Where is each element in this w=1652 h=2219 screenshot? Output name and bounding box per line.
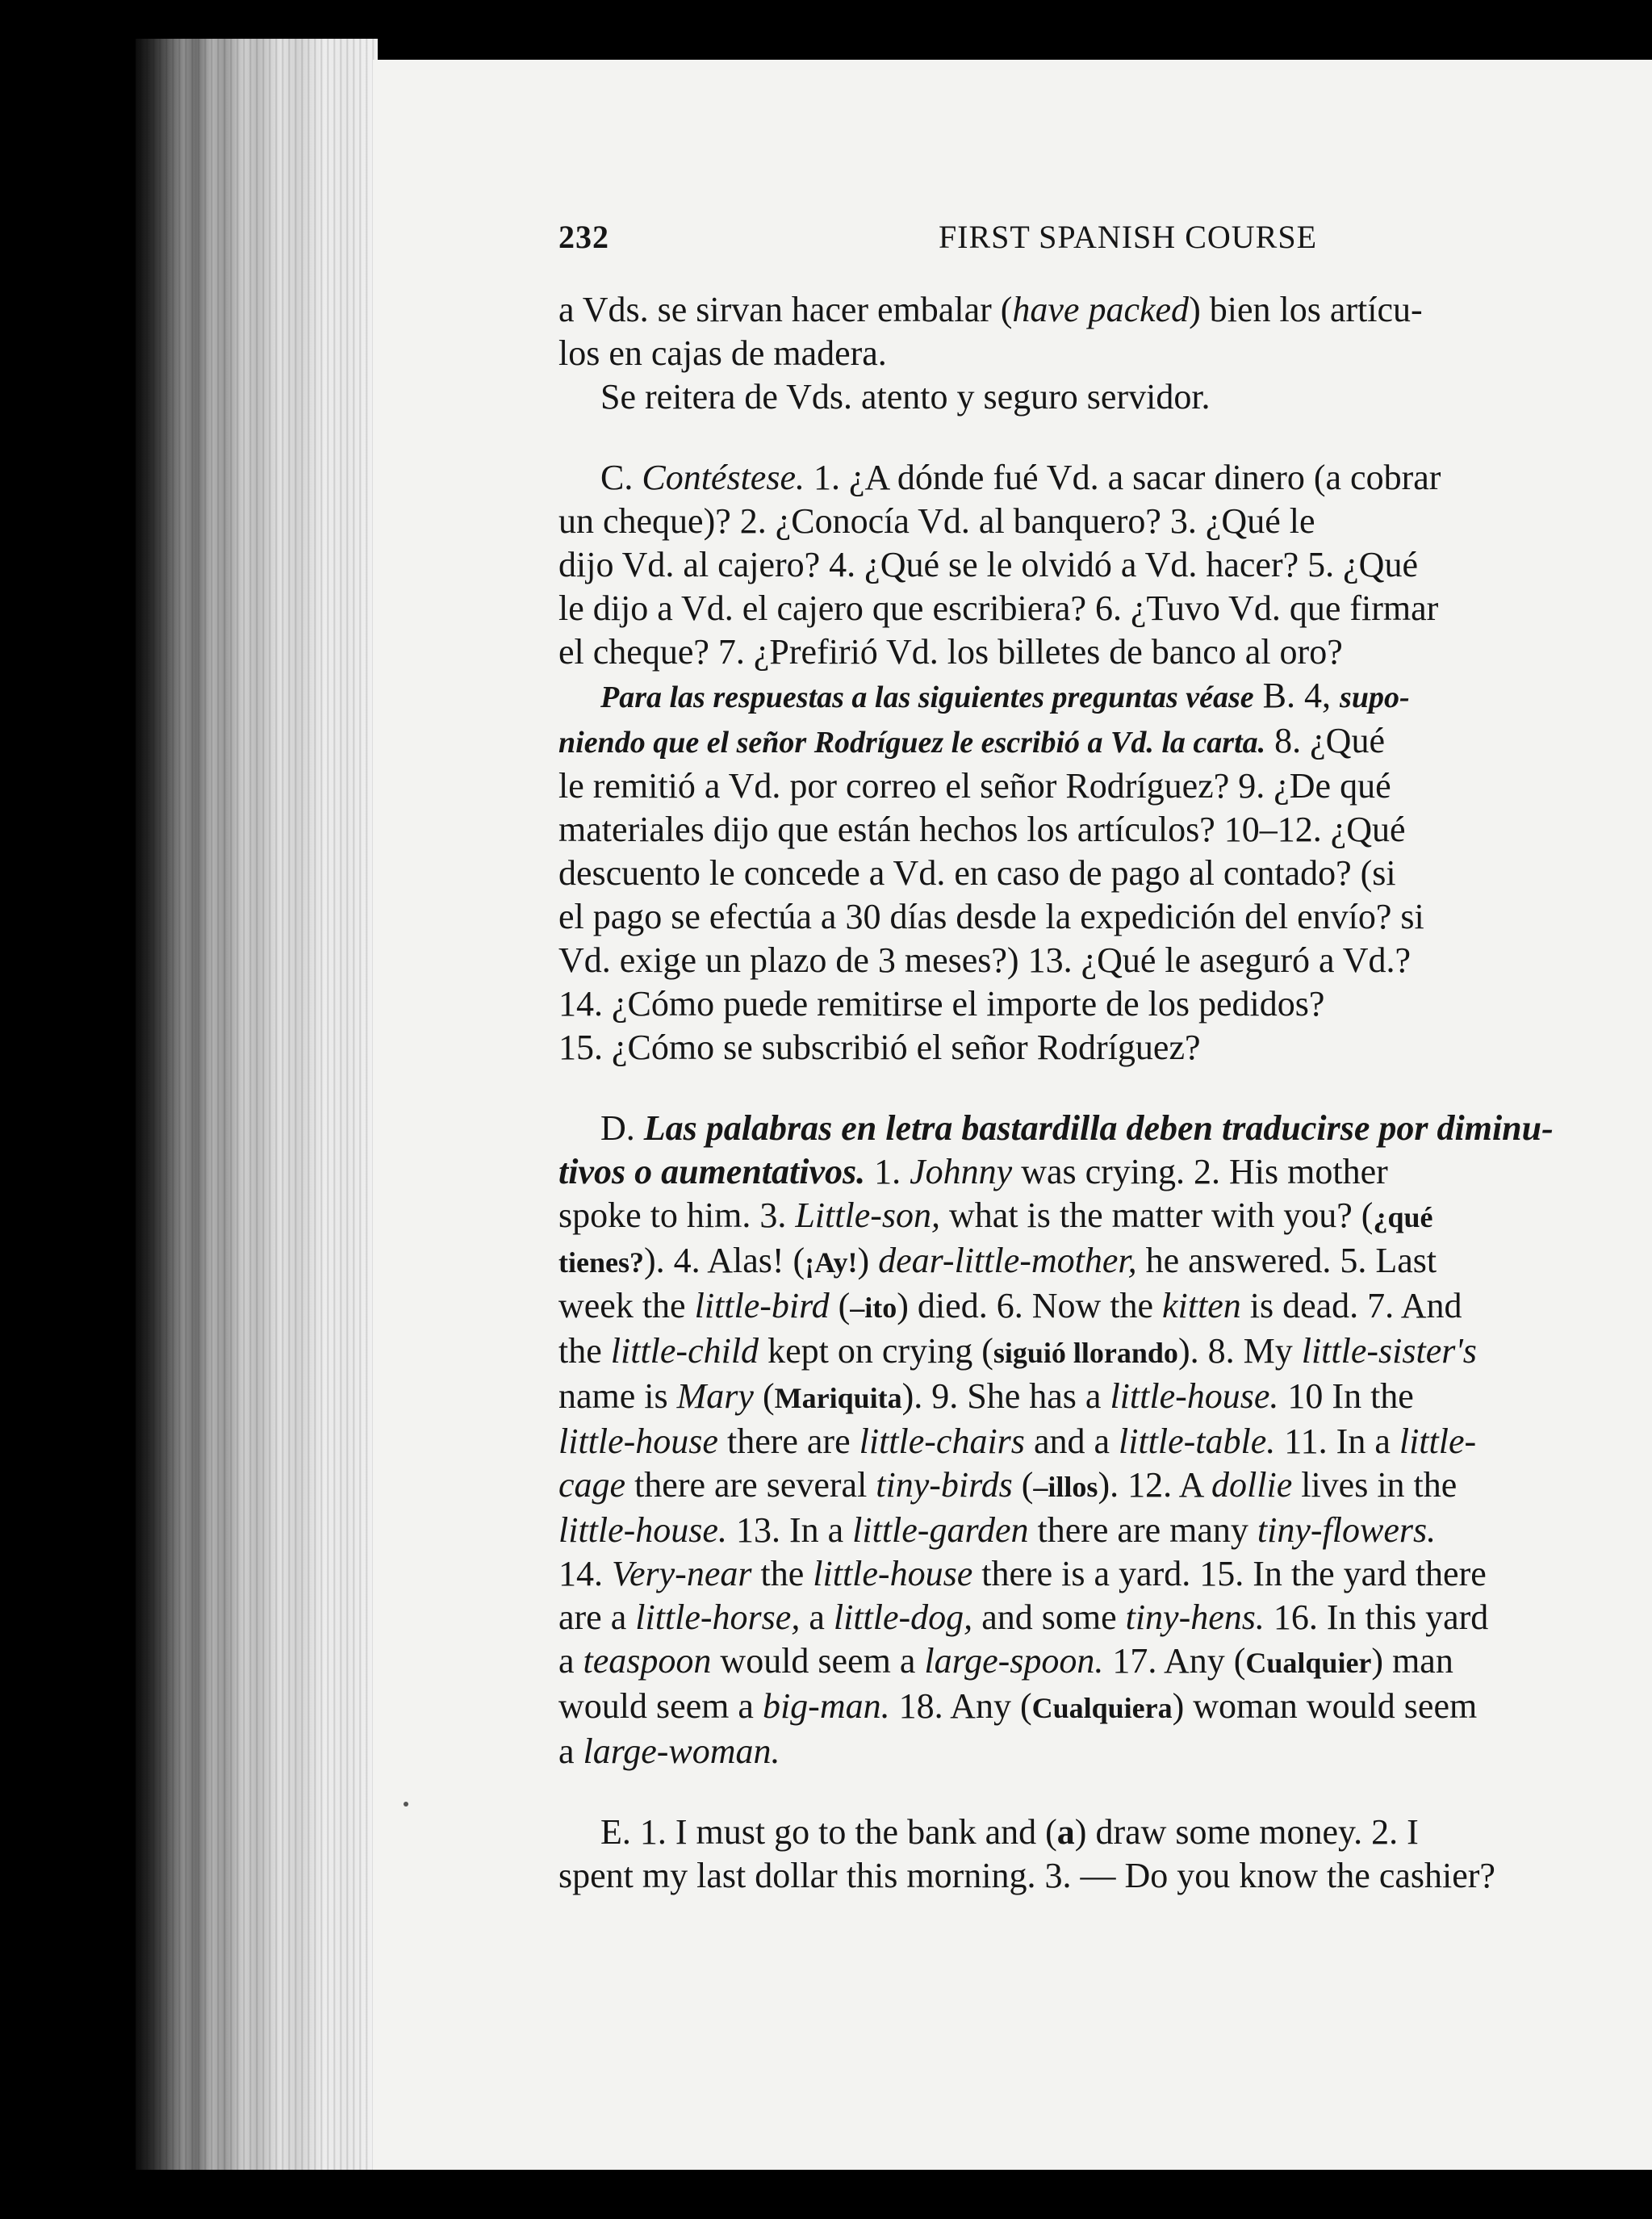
text-line: 14. Very-near the little-house there is a yard. 15. In the yard there — [558, 1554, 1487, 1593]
text-line: little-house there are little-chairs and a little-table. 11. In a little- — [558, 1421, 1477, 1461]
text-line: Se reitera de Vds. atento y seguro servidor. — [600, 377, 1211, 417]
text-line: 15. ¿Cómo se subscribió el señor Rodríguez? — [558, 1028, 1201, 1067]
section-c-heading-line: C. Contéstese. 1. ¿A dónde fué Vd. a sacar dinero (a cobrar — [600, 458, 1441, 497]
text-line: name is Mary (Mariquita). 9. She has a little-house. 10 In the — [558, 1376, 1414, 1416]
text-line: tivos o aumentativos. 1. Johnny was crying. 2. His mother — [558, 1152, 1388, 1191]
text-line: cage there are several tiny-birds (–illos). 12. A dollie lives in the — [558, 1465, 1458, 1505]
text-line: spent my last dollar this morning. 3. — Do you know the cashier? — [558, 1856, 1495, 1895]
text-line: niendo que el señor Rodríguez le escribió a Vd. la carta. 8. ¿Qué — [558, 721, 1385, 760]
text-line: little-house. 13. In a little-garden there are many tiny-flowers. — [558, 1510, 1437, 1550]
text-line: dijo Vd. al cajero? 4. ¿Qué se le olvidó a Vd. hacer? 5. ¿Qué — [558, 545, 1418, 584]
page-text — [558, 218, 1608, 1898]
text-line: descuento le concede a Vd. en caso de pago al contado? (si — [558, 853, 1396, 893]
text-line: spoke to him. 3. Little-son, what is the matter with you? (¿qué — [558, 1195, 1433, 1235]
page-number: 232 — [558, 219, 609, 255]
text-line: week the little-bird (–ito) died. 6. Now the kitten is dead. 7. And — [558, 1286, 1462, 1325]
text-line: 14. ¿Cómo puede remitirse el importe de los pedidos? — [558, 984, 1325, 1024]
section-heading: Contéstese. — [642, 458, 805, 497]
text-line: are a little-horse, a little-dog, and some tiny-hens. 16. In this yard — [558, 1597, 1489, 1637]
running-head: FIRST SPANISH COURSE — [938, 219, 1317, 255]
text-line: le dijo a Vd. el cajero que escribiera? 6. ¿Tuvo Vd. que firmar — [558, 588, 1439, 628]
page-header — [558, 218, 1317, 256]
text-line: tienes?). 4. Alas! (¡Ay!) dear-little-mother, he answered. 5. Last — [558, 1241, 1437, 1280]
text-line: would seem a big-man. 18. Any (Cualquiera) woman would seem — [558, 1686, 1478, 1726]
text-line: a large-woman. — [558, 1731, 780, 1771]
text-line: un cheque)? 2. ¿Conocía Vd. al banquero? 3. ¿Qué le — [558, 501, 1315, 541]
text-line: los en cajas de madera. — [558, 333, 887, 373]
text-line: materiales dijo que están hechos los artículos? 10–12. ¿Qué — [558, 810, 1406, 849]
text-line: Para las respuestas a las siguientes preguntas véase B. 4, supo- — [600, 676, 1410, 715]
text-line: a Vds. se sirvan hacer embalar (have packed) bien los artícu- — [558, 290, 1423, 329]
text-line: the little-child kept on crying (siguió llorando). 8. My little-sister's — [558, 1331, 1477, 1371]
section-label: C. — [600, 458, 634, 497]
text-line: el pago se efectúa a 30 días desde la expedición del envío? si — [558, 897, 1424, 936]
text-line: a teaspoon would seem a large-spoon. 17. Any (Cualquier) man — [558, 1641, 1453, 1681]
page-stack-lines — [136, 39, 378, 2170]
section-d-heading-line: D. Las palabras en letra bastardilla deben traducirse por diminu- — [600, 1108, 1554, 1148]
text-line: le remitió a Vd. por correo el señor Rodríguez? 9. ¿De qué — [558, 766, 1391, 806]
text-line: Vd. exige un plazo de 3 meses?) 13. ¿Qué le aseguró a Vd.? — [558, 940, 1412, 980]
section-e-heading-line: E. 1. I must go to the bank and (a) draw some money. 2. I — [600, 1812, 1419, 1852]
text-line: el cheque? 7. ¿Prefirió Vd. los billetes de banco al oro? — [558, 632, 1343, 672]
speck-mark — [404, 1802, 408, 1807]
